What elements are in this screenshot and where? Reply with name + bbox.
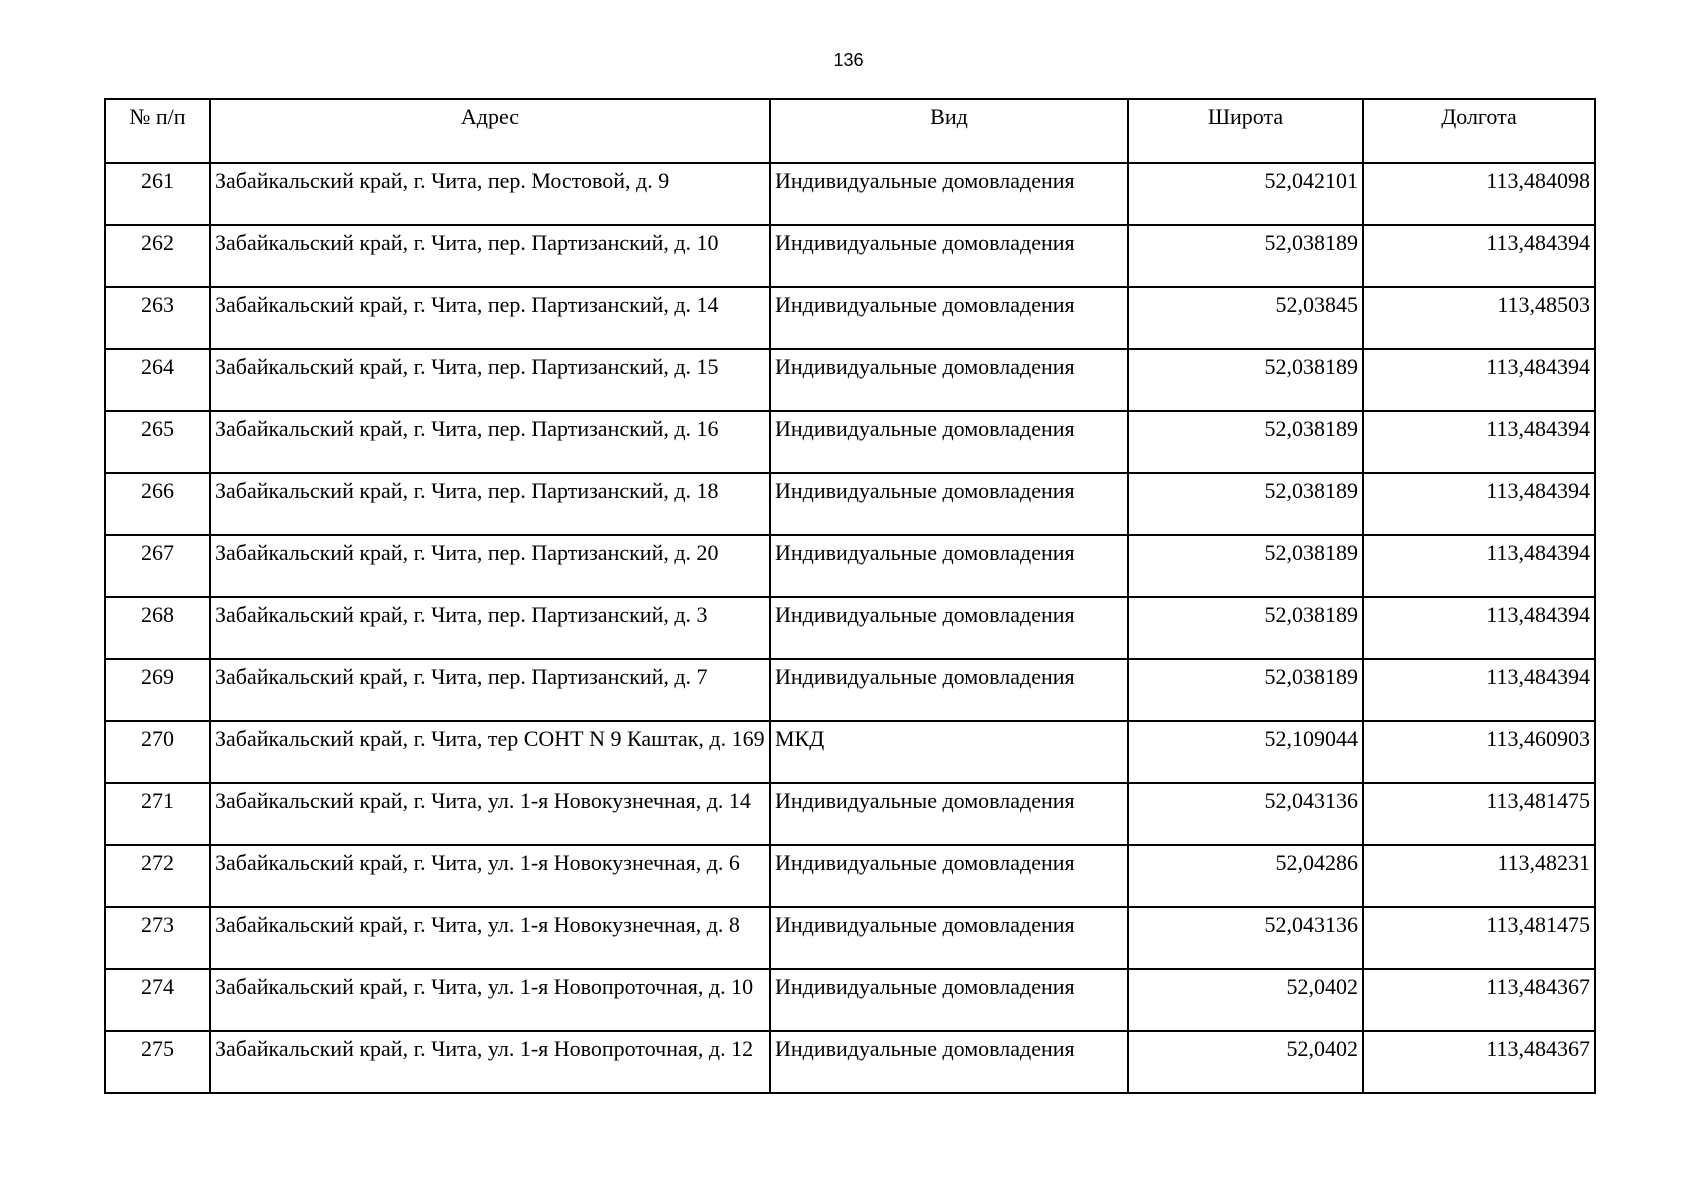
cell-address: Забайкальский край, г. Чита, пер. Партизанский, д. 14	[210, 287, 770, 349]
cell-longitude: 113,484394	[1363, 411, 1595, 473]
cell-num: 271	[105, 783, 210, 845]
cell-type: Индивидуальные домовладения	[770, 411, 1128, 473]
cell-longitude: 113,484394	[1363, 349, 1595, 411]
table-row	[105, 969, 1595, 1031]
table-row	[105, 845, 1595, 907]
table-row	[105, 411, 1595, 473]
header-num: № п/п	[105, 99, 210, 163]
table-row	[105, 721, 1595, 783]
cell-address: Забайкальский край, г. Чита, ул. 1-я Новопроточная, д. 12	[210, 1031, 770, 1093]
cell-longitude: 113,460903	[1363, 721, 1595, 783]
cell-num: 267	[105, 535, 210, 597]
cell-address: Забайкальский край, г. Чита, ул. 1-я Новокузнечная, д. 14	[210, 783, 770, 845]
cell-longitude: 113,484394	[1363, 597, 1595, 659]
cell-address: Забайкальский край, г. Чита, пер. Партизанский, д. 10	[210, 225, 770, 287]
cell-latitude: 52,109044	[1128, 721, 1363, 783]
cell-num: 270	[105, 721, 210, 783]
cell-latitude: 52,038189	[1128, 597, 1363, 659]
cell-num: 269	[105, 659, 210, 721]
cell-longitude: 113,484367	[1363, 1031, 1595, 1093]
table-row	[105, 473, 1595, 535]
cell-address: Забайкальский край, г. Чита, пер. Партизанский, д. 18	[210, 473, 770, 535]
cell-latitude: 52,04286	[1128, 845, 1363, 907]
cell-num: 266	[105, 473, 210, 535]
table-row	[105, 597, 1595, 659]
cell-longitude: 113,48231	[1363, 845, 1595, 907]
cell-address: Забайкальский край, г. Чита, тер СОНТ N 9 Каштак, д. 169	[210, 721, 770, 783]
cell-longitude: 113,484367	[1363, 969, 1595, 1031]
page-number: 136	[833, 50, 864, 70]
cell-num: 265	[105, 411, 210, 473]
cell-type: Индивидуальные домовладения	[770, 287, 1128, 349]
cell-latitude: 52,043136	[1128, 907, 1363, 969]
cell-address: Забайкальский край, г. Чита, пер. Партизанский, д. 20	[210, 535, 770, 597]
cell-type: Индивидуальные домовладения	[770, 783, 1128, 845]
cell-longitude: 113,481475	[1363, 783, 1595, 845]
cell-latitude: 52,038189	[1128, 659, 1363, 721]
cell-address: Забайкальский край, г. Чита, ул. 1-я Новокузнечная, д. 6	[210, 845, 770, 907]
cell-longitude: 113,48503	[1363, 287, 1595, 349]
cell-num: 263	[105, 287, 210, 349]
cell-type: Индивидуальные домовладения	[770, 845, 1128, 907]
cell-address: Забайкальский край, г. Чита, пер. Партизанский, д. 3	[210, 597, 770, 659]
table-row	[105, 783, 1595, 845]
table-row	[105, 225, 1595, 287]
cell-longitude: 113,484394	[1363, 225, 1595, 287]
header-latitude: Широта	[1128, 99, 1363, 163]
header-type: Вид	[770, 99, 1128, 163]
cell-num: 273	[105, 907, 210, 969]
header-address: Адрес	[210, 99, 770, 163]
table-row	[105, 349, 1595, 411]
cell-address: Забайкальский край, г. Чита, ул. 1-я Новокузнечная, д. 8	[210, 907, 770, 969]
cell-latitude: 52,038189	[1128, 411, 1363, 473]
table-row	[105, 287, 1595, 349]
cell-type: МКД	[770, 721, 1128, 783]
cell-address: Забайкальский край, г. Чита, пер. Партизанский, д. 15	[210, 349, 770, 411]
cell-type: Индивидуальные домовладения	[770, 969, 1128, 1031]
cell-type: Индивидуальные домовладения	[770, 597, 1128, 659]
cell-num: 261	[105, 163, 210, 225]
table-row	[105, 907, 1595, 969]
cell-longitude: 113,484394	[1363, 659, 1595, 721]
cell-latitude: 52,0402	[1128, 969, 1363, 1031]
cell-num: 272	[105, 845, 210, 907]
cell-num: 274	[105, 969, 210, 1031]
table-row	[105, 1031, 1595, 1093]
cell-longitude: 113,484394	[1363, 473, 1595, 535]
cell-type: Индивидуальные домовладения	[770, 473, 1128, 535]
cell-type: Индивидуальные домовладения	[770, 163, 1128, 225]
table-row	[105, 659, 1595, 721]
cell-longitude: 113,484098	[1363, 163, 1595, 225]
header-longitude: Долгота	[1363, 99, 1595, 163]
cell-latitude: 52,038189	[1128, 349, 1363, 411]
cell-num: 275	[105, 1031, 210, 1093]
cell-longitude: 113,484394	[1363, 535, 1595, 597]
cell-type: Индивидуальные домовладения	[770, 225, 1128, 287]
cell-num: 262	[105, 225, 210, 287]
cell-address: Забайкальский край, г. Чита, пер. Партизанский, д. 16	[210, 411, 770, 473]
cell-type: Индивидуальные домовладения	[770, 907, 1128, 969]
table-row	[105, 535, 1595, 597]
cell-type: Индивидуальные домовладения	[770, 659, 1128, 721]
cell-type: Индивидуальные домовладения	[770, 535, 1128, 597]
cell-latitude: 52,03845	[1128, 287, 1363, 349]
cell-type: Индивидуальные домовладения	[770, 1031, 1128, 1093]
cell-num: 264	[105, 349, 210, 411]
cell-latitude: 52,038189	[1128, 535, 1363, 597]
table-row	[105, 163, 1595, 225]
table-header	[105, 99, 1595, 163]
cell-longitude: 113,481475	[1363, 907, 1595, 969]
header-row	[105, 99, 1595, 163]
cell-type: Индивидуальные домовладения	[770, 349, 1128, 411]
cell-address: Забайкальский край, г. Чита, пер. Партизанский, д. 7	[210, 659, 770, 721]
cell-num: 268	[105, 597, 210, 659]
address-table	[104, 98, 1596, 1094]
cell-latitude: 52,042101	[1128, 163, 1363, 225]
cell-latitude: 52,0402	[1128, 1031, 1363, 1093]
cell-address: Забайкальский край, г. Чита, ул. 1-я Новопроточная, д. 10	[210, 969, 770, 1031]
cell-address: Забайкальский край, г. Чита, пер. Мостовой, д. 9	[210, 163, 770, 225]
cell-latitude: 52,038189	[1128, 225, 1363, 287]
cell-latitude: 52,043136	[1128, 783, 1363, 845]
cell-latitude: 52,038189	[1128, 473, 1363, 535]
table-body	[105, 163, 1595, 1093]
